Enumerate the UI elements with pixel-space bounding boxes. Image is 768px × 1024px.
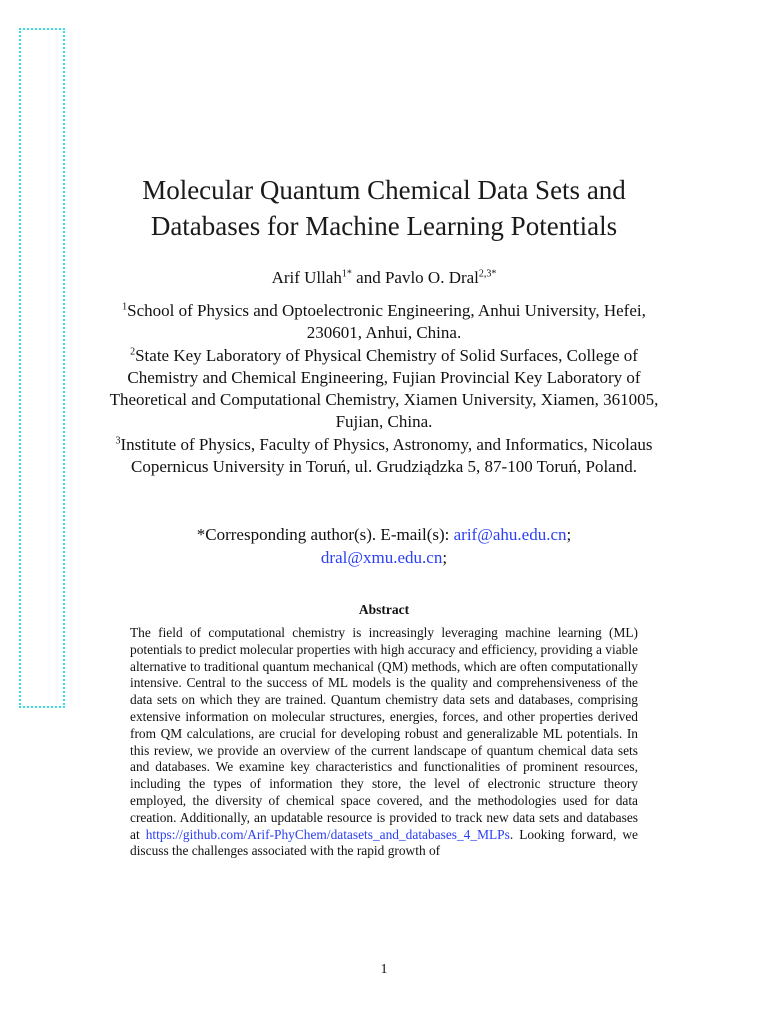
page-number: 1 — [380, 962, 388, 977]
author-list — [100, 266, 668, 290]
email-separator: ; — [442, 547, 448, 567]
affiliation-text: Institute of Physics, Faculty of Physics, Astronomy, and Informatics, Nicolaus Copernicus University in Toruń, ul. Grudziądzka 5, 87-100 Toruń, Poland. — [120, 434, 653, 477]
link-annotation-frame — [19, 28, 65, 708]
email-link-arif[interactable]: arif@ahu.edu.cn — [453, 525, 567, 544]
title-line-2: Databases for Machine Learning Potentials — [150, 211, 618, 241]
author-affiliation-mark: 2,3* — [478, 268, 497, 280]
author-affiliation-mark: 1* — [341, 268, 352, 280]
abstract-body — [130, 625, 638, 860]
affiliation-number: 3 — [115, 435, 121, 447]
abstract-text-continued: . Looking forward, we discuss the challenges associated with the rapid growth of — [130, 826, 638, 859]
email-link-dral[interactable]: dral@xmu.edu.cn — [320, 547, 443, 567]
corresponding-author — [100, 524, 668, 569]
github-repo-link[interactable]: https://github.com/Arif-PhyChem/datasets_and_databases_4_MLPs — [145, 826, 510, 842]
paper-title — [80, 172, 688, 244]
affiliation-text: State Key Laboratory of Physical Chemistry of Solid Surfaces, College of Chemistry and Chemical Engineering, Fujian Provincial Key Laboratory of Theoretical and Computational Chemistry, Xiamen University, Xiamen, 361005, Fujian, China. — [109, 345, 659, 432]
corresponding-prefix: *Corresponding author(s). E-mail(s): — [196, 525, 454, 544]
affiliation-item — [100, 345, 668, 434]
abstract-text: The field of computational chemistry is increasingly leveraging machine learning (ML) potentials to predict molecular properties with high accuracy and efficiency, providing a viable alternative to traditional quantum mechanical (QM) methods, which are often computationally intensive. Central to the success of ML models is the quality and comprehensiveness of the data sets on which they are trained. Quantum chemistry data sets and databases, comprising extensive information on molecular structures, energies, forces, and other properties derived from QM calculations, are crucial for developing robust and generalizable ML potentials. In this review, we provide an overview of the current landscape of quantum chemical data sets and databases. We examine key characteristics and functionalities of prominent resources, including the types of information they store, the level of electronic structure theory employed, the diversity of chemical space covered, and the methodologies used for data creation. Additionally, an updatable resource is provided to track new data sets and databases at — [130, 625, 638, 842]
author-conjunction: and — [351, 268, 385, 287]
title-line-1: Molecular Quantum Chemical Data Sets and — [142, 175, 626, 205]
affiliation-item — [100, 300, 668, 345]
affiliation-number: 2 — [130, 345, 136, 357]
affiliation-list — [100, 300, 668, 478]
abstract-heading: Abstract — [358, 602, 410, 617]
author-name: Pavlo O. Dral — [384, 268, 479, 287]
author-name: Arif Ullah — [271, 268, 342, 287]
affiliation-number: 1 — [122, 301, 128, 313]
email-separator: ; — [566, 525, 572, 544]
affiliation-text: School of Physics and Optoelectronic Engineering, Anhui University, Hefei, 230601, Anhui, China. — [127, 301, 646, 343]
affiliation-item — [100, 434, 668, 479]
